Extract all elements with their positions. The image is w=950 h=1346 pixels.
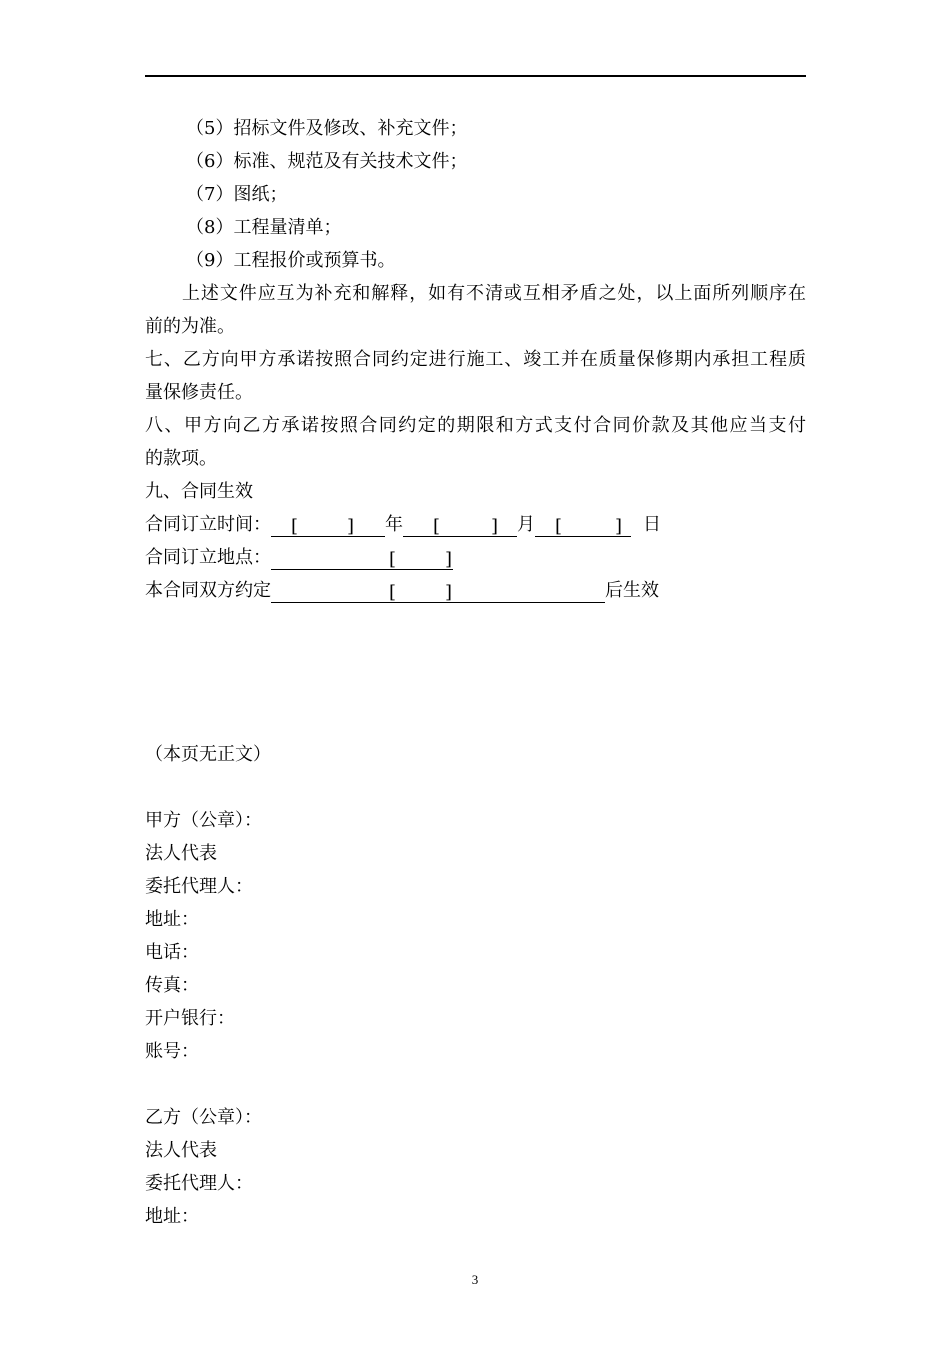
list-item: （7）图纸；: [186, 184, 288, 205]
header-rule: [145, 75, 806, 77]
list-item: （8）工程量清单；: [186, 217, 342, 238]
place-blank[interactable]: [ ]: [271, 549, 453, 570]
clause-8-line: 的款项。: [145, 448, 217, 469]
party-b-field: 委托代理人：: [145, 1173, 253, 1194]
order-paragraph-line: 前的为准。: [145, 316, 235, 337]
list-item: （5）招标文件及修改、补充文件；: [186, 118, 468, 139]
sign-time-row: [145, 513, 661, 537]
no-text-note: （本页无正文）: [145, 744, 271, 765]
party-b-field: 法人代表: [145, 1140, 217, 1161]
party-a-field: 电话：: [145, 942, 199, 963]
party-b-field: 地址：: [145, 1206, 199, 1227]
year-label: 年: [385, 514, 403, 535]
clause-7-line: 七、乙方向甲方承诺按照合同约定进行施工、竣工并在质量保修期内承担工程质: [145, 349, 806, 370]
party-a-field: 开户银行：: [145, 1008, 235, 1029]
list-item: （9）工程报价或预算书。: [186, 250, 396, 271]
party-b-title: 乙方（公章）：: [145, 1107, 262, 1128]
clause-9-heading: 九、合同生效: [145, 481, 253, 502]
month-blank[interactable]: [ ]: [403, 516, 517, 537]
effective-row: [145, 579, 659, 603]
month-label: 月: [517, 514, 535, 535]
list-item: （6）标准、规范及有关技术文件；: [186, 151, 468, 172]
day-label: 日: [643, 514, 661, 535]
party-a-field: 账号：: [145, 1041, 199, 1062]
party-a-field: 法人代表: [145, 843, 217, 864]
clause-7-line: 量保修责任。: [145, 382, 253, 403]
sign-place-label: 合同订立地点：: [145, 547, 271, 568]
effective-suffix: 后生效: [605, 580, 659, 601]
party-a-field: 地址：: [145, 909, 199, 930]
effective-prefix: 本合同双方约定: [145, 580, 271, 601]
sign-place-row: [145, 546, 453, 570]
party-a-field: 传真：: [145, 975, 199, 996]
clause-8-line: 八、甲方向乙方承诺按照合同约定的期限和方式支付合同价款及其他应当支付: [145, 415, 806, 436]
party-a-field: 委托代理人：: [145, 876, 253, 897]
day-blank[interactable]: [ ]: [535, 516, 631, 537]
page-number: 3: [471, 1272, 479, 1287]
effective-blank[interactable]: [ ]: [271, 582, 605, 603]
party-a-title: 甲方（公章）：: [145, 810, 262, 831]
order-paragraph-line: 上述文件应互为补充和解释，如有不清或互相矛盾之处，以上面所列顺序在: [182, 283, 806, 304]
sign-time-label: 合同订立时间：: [145, 514, 271, 535]
year-blank[interactable]: [ ]: [271, 516, 385, 537]
